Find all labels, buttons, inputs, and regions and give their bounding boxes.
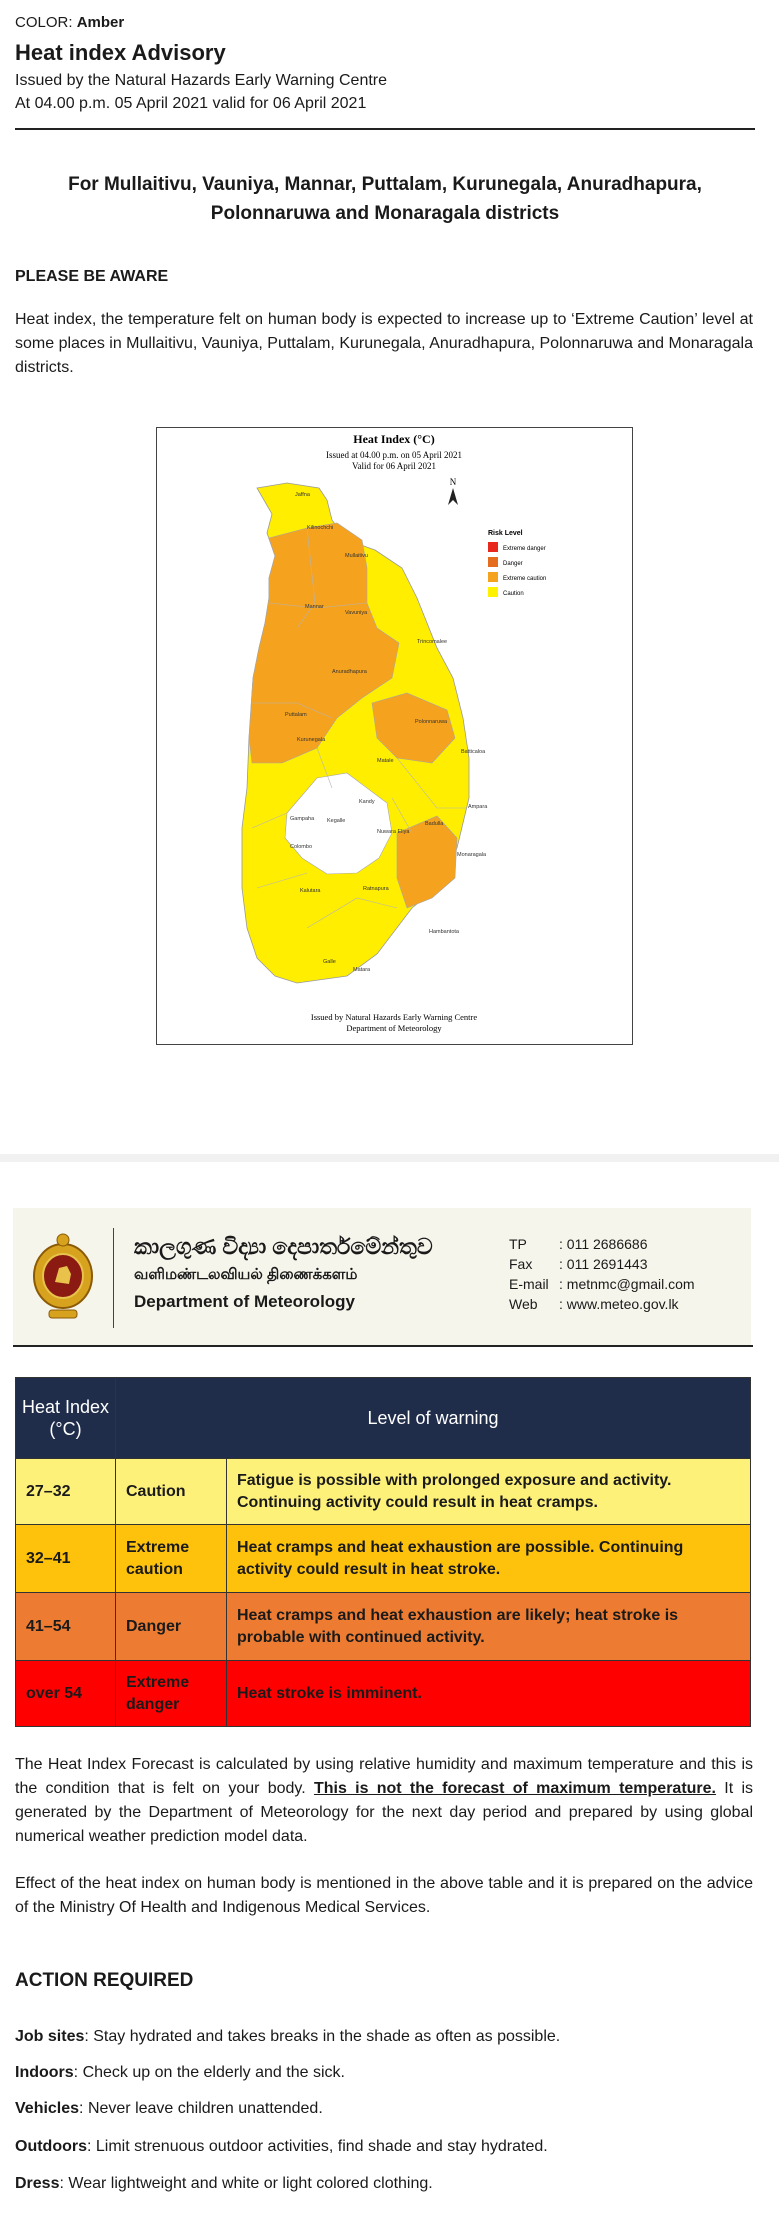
legend-label: Danger xyxy=(503,561,523,567)
label-matara: Matara xyxy=(353,967,371,973)
table-row xyxy=(16,1593,751,1661)
effect-note: Effect of the heat index on human body is mentioned in the above table and it is prepared on the advice of the Ministry Of Health and Indigenous Medical Services. xyxy=(15,1875,753,1916)
label-jaffna: Jaffna xyxy=(295,492,310,498)
row-description: Heat cramps and heat exhaustion are possible. Continuing activity could result in heat stroke. xyxy=(227,1525,751,1593)
map-valid: Valid for 06 April 2021 xyxy=(352,461,436,471)
heat-index-table xyxy=(15,1377,751,1727)
action-item-vehicles: Vehicles: Never leave children unattended. xyxy=(15,2100,323,2117)
map-legend xyxy=(488,530,546,597)
legend-label: Extreme caution xyxy=(503,576,547,582)
row-range: 41–54 xyxy=(16,1593,116,1661)
label-mullaitivu: Mullaitivu xyxy=(345,553,368,559)
label-kalutara: Kalutara xyxy=(300,888,321,894)
action-heading: ACTION REQUIRED xyxy=(15,1970,194,1991)
contact-block xyxy=(509,1234,695,1314)
legend-swatch xyxy=(488,587,498,597)
label-kilinochchi: Kilinochchi xyxy=(307,525,334,531)
row-range: over 54 xyxy=(16,1661,116,1727)
label-gampaha: Gampaha xyxy=(290,816,315,822)
label-mannar: Mannar xyxy=(305,604,324,610)
sri-lanka-emblem-icon xyxy=(29,1230,97,1324)
label-anuradhapura: Anuradhapura xyxy=(332,669,367,675)
row-category: Caution xyxy=(116,1459,227,1525)
table-row xyxy=(16,1525,751,1593)
legend-swatch xyxy=(488,572,498,582)
col-level-of-warning: Level of warning xyxy=(116,1378,751,1459)
divider xyxy=(13,1345,753,1347)
districts-heading xyxy=(15,170,755,228)
label-trincomalee: Trincomalee xyxy=(417,639,448,645)
divider xyxy=(15,128,755,130)
legend-label: Extreme danger xyxy=(503,546,546,552)
legend-swatch xyxy=(488,557,498,567)
heat-index-map xyxy=(156,427,633,1045)
map-footer-1: Issued by Natural Hazards Early Warning Centre xyxy=(310,1012,478,1022)
map-footer-2: Department of Meteorology xyxy=(346,1023,442,1033)
aware-heading: PLEASE BE AWARE xyxy=(15,268,169,285)
map-issued: Issued at 04.00 p.m. on 05 April 2021 xyxy=(326,450,462,460)
label-puttalam: Puttalam xyxy=(285,712,307,718)
department-name-tamil: வளிமண்டலவியல் திணைக்களம் xyxy=(134,1266,358,1283)
row-category: Danger xyxy=(116,1593,227,1661)
label-batticaloa: Batticaloa xyxy=(461,749,486,755)
map-title: Heat Index (°C) xyxy=(353,432,435,446)
contact-fax: Fax : 011 2691443 xyxy=(509,1256,648,1272)
label-matale: Matale xyxy=(377,758,394,764)
header-divider xyxy=(113,1228,114,1328)
north-label: N xyxy=(449,477,457,487)
department-name-english: Department of Meteorology xyxy=(134,1292,356,1311)
label-ratnapura: Ratnapura xyxy=(363,886,389,892)
row-description: Heat cramps and heat exhaustion are likely; heat stroke is probable with continued activity. xyxy=(227,1593,751,1661)
page-break xyxy=(0,1154,779,1162)
label-polonnaruwa: Polonnaruwa xyxy=(415,719,448,725)
row-category: Extreme danger xyxy=(116,1661,227,1727)
row-category: Extreme caution xyxy=(116,1525,227,1593)
label-kegalle: Kegalle xyxy=(327,818,346,824)
intro-paragraph: Heat index, the temperature felt on human body is expected to increase up to ‘Extreme Caution’ level at some places in Mullaitivu, Vauniya, Puttalam, Kurunegala, Anuradhapura, Polonnaruwa and Monaragala districts. xyxy=(15,311,753,376)
issued-at: At 04.00 p.m. 05 April 2021 valid for 06 April 2021 xyxy=(15,95,367,112)
table-row xyxy=(16,1661,751,1727)
contact-web: Web : www.meteo.gov.lk xyxy=(509,1296,679,1312)
label-ampara: Ampara xyxy=(468,804,488,810)
action-item-outdoors: Outdoors: Limit strenuous outdoor activities, find shade and stay hydrated. xyxy=(15,2138,548,2155)
table-row xyxy=(16,1459,751,1525)
page-title: Heat index Advisory xyxy=(15,40,226,65)
department-header xyxy=(13,1208,751,1345)
label-monaragala: Monaragala xyxy=(457,852,487,858)
not-max-temp-note: This is not the forecast of maximum temperature. xyxy=(313,1780,716,1797)
label-kurunegala: Kurunegala xyxy=(297,737,326,743)
department-name-sinhala: කාලගුණ විද්‍යා දෙපාර්තමේන්තුව xyxy=(134,1234,433,1259)
contact-email: E-mail : metnmc@gmail.com xyxy=(509,1276,695,1292)
label-hambantota: Hambantota xyxy=(429,929,459,935)
legend-title: Risk Level xyxy=(488,530,523,537)
color-label: COLOR: xyxy=(15,14,73,31)
legend-swatch xyxy=(488,542,498,552)
color-value: Amber xyxy=(76,14,125,31)
action-item-indoors: Indoors: Check up on the elderly and the sick. xyxy=(15,2064,345,2081)
contact-tp: TP : 011 2686686 xyxy=(509,1236,648,1252)
action-item-job-sites: Job sites: Stay hydrated and takes breaks in the shade as often as possible. xyxy=(15,2028,561,2045)
label-vavuniya: Vavuniya xyxy=(345,610,368,616)
label-galle: Galle xyxy=(323,959,336,965)
label-badulla: Badulla xyxy=(425,821,444,827)
row-description: Fatigue is possible with prolonged exposure and activity. Continuing activity could result in heat cramps. xyxy=(227,1459,751,1525)
issued-by: Issued by the Natural Hazards Early Warning Centre xyxy=(15,72,388,89)
label-kandy: Kandy xyxy=(359,799,375,805)
districts-line-1: For Mullaitivu, Vauniya, Mannar, Puttalam, Kurunegala, Anuradhapura, xyxy=(68,174,702,195)
label-colombo: Colombo xyxy=(290,844,313,850)
row-range: 32–41 xyxy=(16,1525,116,1593)
row-description: Heat stroke is imminent. xyxy=(227,1661,751,1727)
color-line xyxy=(15,14,753,31)
label-nuwara-eliya: Nuwara Eliya xyxy=(377,829,410,835)
action-item-dress: Dress: Wear lightweight and white or light colored clothing. xyxy=(15,2175,433,2192)
legend-label: Caution xyxy=(503,591,524,597)
districts-line-2: Polonnaruwa and Monaragala districts xyxy=(210,203,560,224)
col-heat-index: Heat Index (°C) xyxy=(16,1378,116,1459)
row-range: 27–32 xyxy=(16,1459,116,1525)
heat-index-note: The Heat Index Forecast is calculated by using relative humidity and maximum temperature and this is the condition that is felt on your body. This is not the forecast of maximum temperature. It is generated by the Department of Meteorology for the next day period and prepared by using global numerical weather prediction model data. xyxy=(15,1756,753,1845)
table-header xyxy=(16,1378,751,1459)
north-arrow-icon xyxy=(448,488,458,505)
